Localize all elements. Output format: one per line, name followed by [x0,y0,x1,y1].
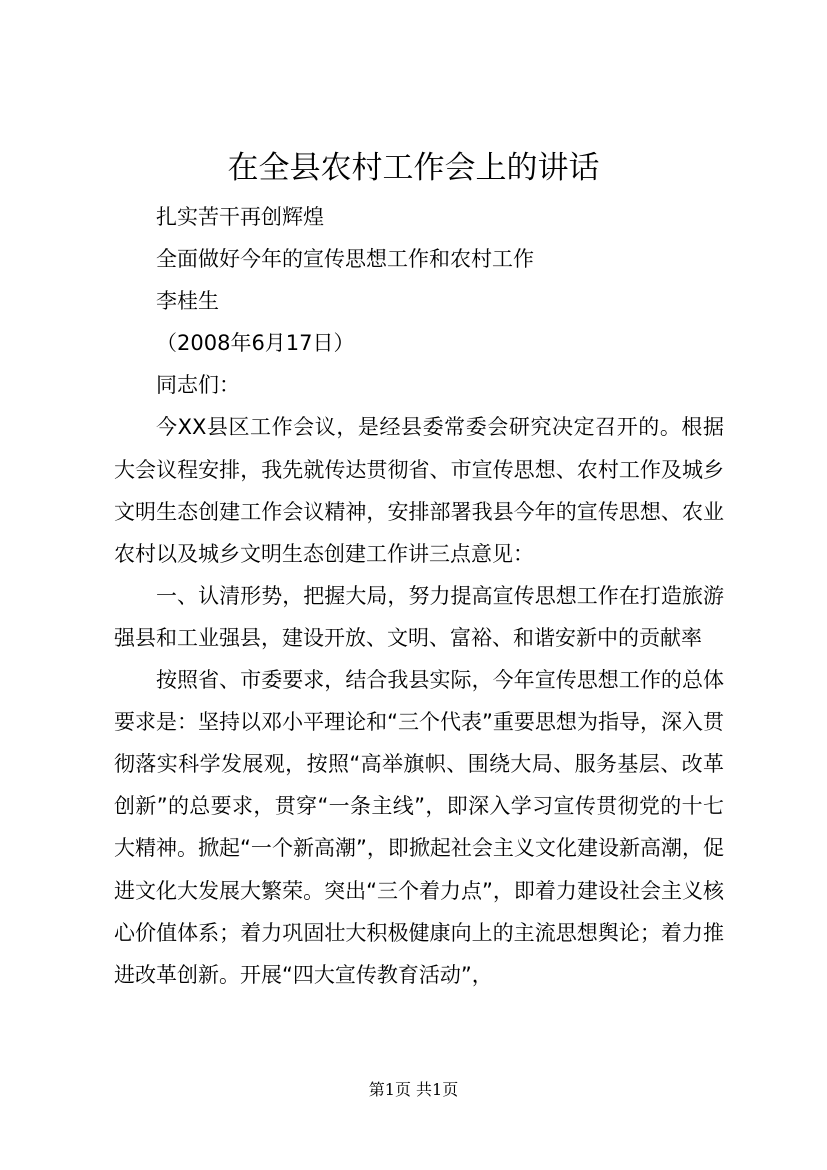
subtitle-line-1: 扎实苦干再创辉煌 [156,205,324,229]
salutation: 同志们： [156,373,240,398]
page-number-footer: 第1页 共1页 [368,1080,459,1099]
subtitle-line-2: 全面做好今年的宣传思想工作和农村工作 [156,247,534,272]
document-body [114,196,724,996]
document-title: 在全县农村工作会上的讲话 [227,150,600,186]
author-name: 李桂生 [156,289,219,314]
section-heading-1: 一、认清形势，把握大局，努力提高宣传思想工作在打造旅游强县和工业强县，建设开放、文明、富裕、和谐安新中的贡献率 [114,583,724,650]
paragraph-requirements: 按照省、市委要求，结合我县实际，今年宣传思想工作的总体要求是：坚持以邓小平理论和“三个代表”重要思想为指导，深入贯彻落实科学发展观，按照“高举旗帜、围绕大局、服务基层、改革创新”的总要求，贯穿“一条主线”，即深入学习宣传贯彻党的十七大精神。掀起“一个新高潮”，即掀起社会主义文化建设新高潮，促进文化大发展大繁荣。突出“三个着力点”，即着力建设社会主义核心价值体系；着力巩固壮大积极健康向上的主流思想舆论；着力推进改革创新。开展“四大宣传教育活动”， [114,668,724,987]
speech-date: （2008年6月17日） [156,331,355,356]
paragraph-intro: 今XX县区工作会议，是经县委常委会研究决定召开的。根据大会议程安排，我先就传达贯彻省、市宣传思想、农村工作及城乡文明生态创建工作会议精神，安排部署我县今年的宣传思想、农业农村以及城乡文明生态创建工作讲三点意见： [114,415,724,566]
